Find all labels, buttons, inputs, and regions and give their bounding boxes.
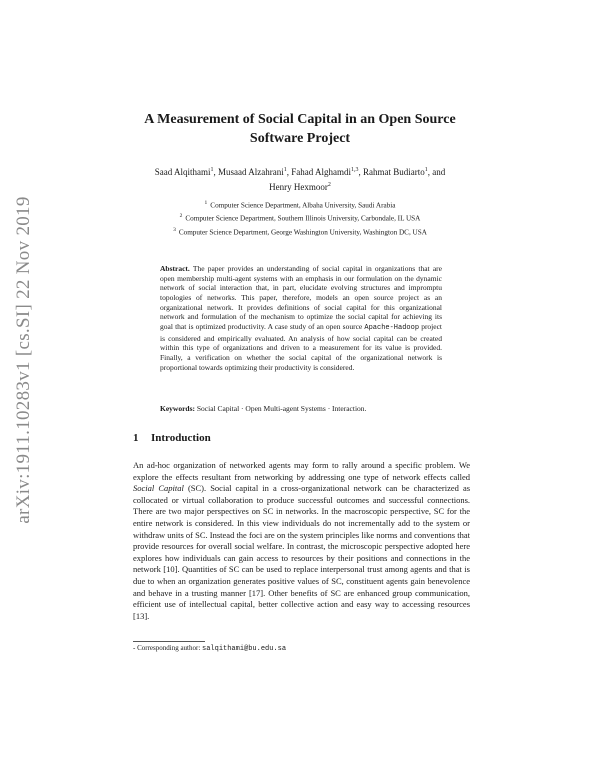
section-heading <box>133 432 211 444</box>
author-name: Henry Hexmoor <box>269 181 328 192</box>
project-name: Apache-Hadoop <box>364 323 420 332</box>
affiliation-text: Computer Science Department, Albaha University, Saudi Arabia <box>210 201 396 210</box>
keywords-text: Social Capital · Open Multi-agent Systems · Interaction. <box>196 404 367 413</box>
author-sup: 1 <box>424 167 428 173</box>
intro-text-cont: (SC). Social capital in a cross-organizational network can be characterized as collocated or virtual collaboration to produce successful outcomes and successful connections. There are two major perspectives on SC in networks. In the macroscopic perspective, SC for the entire network is considered. In this view individuals do not incrementally add to the system or withdraw units of SC. Instead the foci are on the system principles like norms and conventions that provide resources for overall social welfare. In contrast, the microscopic perspective adopted here explores how individuals can gain access to resources by their positions and connections in the network [10]. Quantities of SC can be used to replace interpersonal trust among agents and that is due to when an organization generates positive values of SC, constituent agents gain benevolence and behave in a trusting manner [17]. Other benefits of SC are enhanced group communication, efficient use of intellectual capital, better collective action and easy way to accessing resources [13]. <box>133 483 471 621</box>
intro-text: An ad-hoc organization of networked agents may form to rally around a specific problem. We explore the effects resultant from networking by addressing one type of network effects called <box>133 460 470 482</box>
affiliations <box>110 198 490 238</box>
author-sup: 2 <box>327 181 331 188</box>
affiliation-item <box>110 198 490 211</box>
author-separator: , <box>286 167 292 177</box>
author-sup: 1 <box>283 167 287 173</box>
author-line-1 <box>120 164 480 179</box>
author-separator: , <box>213 167 218 177</box>
affiliation-text: Computer Science Department, George Washington University, Washington DC, USA <box>178 228 427 237</box>
section-number: 1 <box>133 432 139 444</box>
arxiv-id[interactable]: arXiv:1911.10283v1 [cs.SI] 22 Nov 2019 <box>13 196 34 524</box>
author-name: Rahmat Budiarto <box>362 167 425 177</box>
author-sup: 1,3 <box>350 167 359 173</box>
footnote-rule <box>133 641 205 642</box>
affiliation-sup: 2 <box>179 213 183 220</box>
keywords <box>160 404 460 414</box>
keywords-label: Keywords: <box>160 404 195 413</box>
author-line-2 <box>120 179 480 194</box>
author-name: Fahad Alghamdi <box>291 167 351 177</box>
arxiv-watermark <box>6 190 42 530</box>
abstract-label: Abstract. <box>160 264 190 273</box>
footnote-prefix: - Corresponding author: <box>133 644 201 652</box>
abstract-text: The paper provides an understanding of social capital in organizations that are open membership multi-agent systems with an emphasis in our formulation on the dynamic network of social interaction that, in part, elucidate evolving structures and impromptu topologies of networks. This paper, therefore, models an open source project as an organizational network. It provides definitions of social capital for this organizational network and formulation of the mechanism to optimize the social capital for achieving its goal that is optimized productivity. A case study of an open source <box>160 264 442 331</box>
affiliation-sup: 3 <box>173 226 176 233</box>
author-separator: , <box>358 167 363 177</box>
author-sup: 1 <box>210 167 214 173</box>
title-line-1: A Measurement of Social Capital in an Open Source <box>144 112 456 127</box>
paper-title <box>110 110 490 148</box>
author-list <box>120 164 480 193</box>
intro-italic: Social Capital <box>133 483 184 494</box>
abstract <box>160 264 442 372</box>
author-name: Musaad Alzahrani <box>218 167 284 177</box>
intro-paragraph <box>133 460 470 622</box>
affiliation-text: Computer Science Department, Southern Illinois University, Carbondale, IL USA <box>185 214 421 223</box>
abstract-text-cont: project is considered and empirically evaluated. An analysis of how social capital can be created within this type of organizations and driven to a measurement for its value is provided. Finally, a verification on whether the social capital of the organizational network is proportional towards optimizing their productivity is considered. <box>160 321 443 372</box>
title-line-2: Software Project <box>249 131 351 146</box>
section-title: Introduction <box>151 432 211 444</box>
affiliation-item <box>110 211 490 224</box>
footnote-email[interactable]: salqithami@bu.edu.sa <box>202 645 287 653</box>
affiliation-item <box>110 225 490 238</box>
author-and: , and <box>427 167 446 177</box>
author-name: Saad Alqithami <box>154 167 211 177</box>
affiliation-sup: 1 <box>204 200 208 206</box>
footnote <box>133 644 286 654</box>
